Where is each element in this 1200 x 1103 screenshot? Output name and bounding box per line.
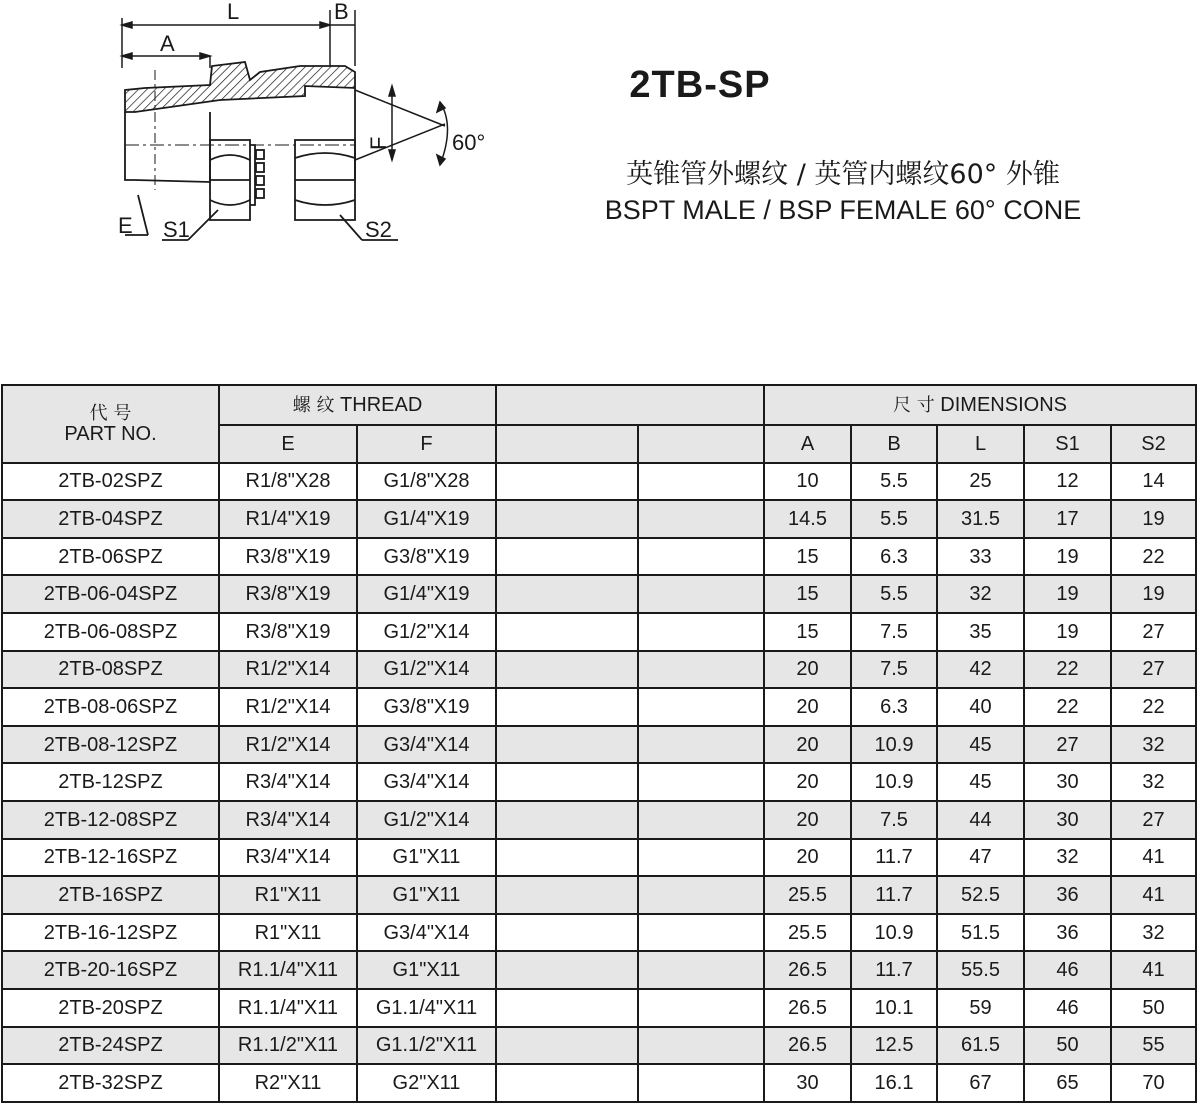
dim-l-cell: 55.5 [937, 951, 1024, 989]
thread-e-cell: R1.1/4"X11 [219, 951, 357, 989]
table-row [2, 463, 1196, 501]
thread-f-cell: G1/2"X14 [357, 801, 496, 839]
part-number-cell: 2TB-08-12SPZ [2, 726, 219, 764]
dim-label-s1: S1 [163, 217, 190, 242]
dimensions-header-en: DIMENSIONS [940, 393, 1067, 416]
blank-cell [496, 951, 638, 989]
thread-e-cell: R3/4"X14 [219, 801, 357, 839]
dim-label-a: A [160, 31, 175, 56]
dim-b-cell: 10.9 [851, 763, 937, 801]
thread-f-cell: G1"X11 [357, 839, 496, 877]
thread-f-cell: G1"X11 [357, 951, 496, 989]
thread-f-cell: G3/4"X14 [357, 914, 496, 952]
blank-cell [638, 914, 764, 952]
dim-s1-cell: 12 [1024, 463, 1111, 501]
thread-f-cell: G1.1/2"X11 [357, 1027, 496, 1065]
dim-a-cell: 20 [764, 726, 851, 764]
dim-s2-cell: 55 [1111, 1027, 1196, 1065]
dim-s1-cell: 19 [1024, 575, 1111, 613]
col-header-l: L [937, 425, 1024, 463]
dim-a-cell: 25.5 [764, 876, 851, 914]
blank-cell [496, 463, 638, 501]
dim-l-cell: 31.5 [937, 500, 1024, 538]
blank-cell [638, 839, 764, 877]
dim-s1-cell: 22 [1024, 688, 1111, 726]
table-row [2, 801, 1196, 839]
dim-l-cell: 45 [937, 763, 1024, 801]
dim-label-s2: S2 [365, 217, 392, 242]
col-header-s2: S2 [1111, 425, 1196, 463]
table-row [2, 1027, 1196, 1065]
part-number-header-en: PART NO. [64, 422, 157, 445]
dim-label-e: E [118, 213, 133, 238]
thread-e-cell: R1/8"X28 [219, 463, 357, 501]
thread-header-en: THREAD [340, 393, 423, 416]
dim-s2-cell: 50 [1111, 989, 1196, 1027]
dim-s2-cell: 32 [1111, 763, 1196, 801]
blank-header [496, 385, 764, 425]
part-number-cell: 2TB-12-16SPZ [2, 839, 219, 877]
table-row [2, 914, 1196, 952]
dim-l-cell: 67 [937, 1064, 1024, 1102]
dim-l-cell: 47 [937, 839, 1024, 877]
dim-l-cell: 61.5 [937, 1027, 1024, 1065]
dim-a-cell: 26.5 [764, 1027, 851, 1065]
thread-e-cell: R1/2"X14 [219, 726, 357, 764]
dim-s1-cell: 46 [1024, 951, 1111, 989]
part-number-cell: 2TB-12SPZ [2, 763, 219, 801]
col-header-s1: S1 [1024, 425, 1111, 463]
dim-b-cell: 11.7 [851, 951, 937, 989]
blank-cell [638, 651, 764, 689]
part-number-cell: 2TB-24SPZ [2, 1027, 219, 1065]
dim-a-cell: 10 [764, 463, 851, 501]
dim-l-cell: 45 [937, 726, 1024, 764]
table-row [2, 613, 1196, 651]
thread-e-cell: R1/2"X14 [219, 651, 357, 689]
dim-l-cell: 40 [937, 688, 1024, 726]
dim-b-cell: 7.5 [851, 801, 937, 839]
dim-a-cell: 14.5 [764, 500, 851, 538]
dim-s2-cell: 19 [1111, 500, 1196, 538]
dim-s2-cell: 22 [1111, 538, 1196, 576]
dim-s1-cell: 22 [1024, 651, 1111, 689]
blank-cell [496, 839, 638, 877]
thread-f-cell: G1/4"X19 [357, 500, 496, 538]
dim-l-cell: 52.5 [937, 876, 1024, 914]
blank-cell [496, 1027, 638, 1065]
blank-cell [638, 726, 764, 764]
dim-s2-cell: 32 [1111, 914, 1196, 952]
dim-b-cell: 16.1 [851, 1064, 937, 1102]
table-row [2, 763, 1196, 801]
dim-a-cell: 15 [764, 613, 851, 651]
dim-a-cell: 15 [764, 575, 851, 613]
blank-cell [496, 876, 638, 914]
thread-f-cell: G3/8"X19 [357, 688, 496, 726]
dim-s1-cell: 46 [1024, 989, 1111, 1027]
thread-f-cell: G3/4"X14 [357, 763, 496, 801]
thread-f-cell: G1/8"X28 [357, 463, 496, 501]
dim-b-cell: 10.9 [851, 914, 937, 952]
dim-l-cell: 51.5 [937, 914, 1024, 952]
dim-s1-cell: 17 [1024, 500, 1111, 538]
product-subtitle-english: BSPT MALE / BSP FEMALE 60° CONE [604, 195, 1082, 225]
dimensions-header-cn: 尺 寸 [893, 394, 935, 416]
blank-cell [496, 688, 638, 726]
blank-cell [496, 613, 638, 651]
part-number-cell: 2TB-06-08SPZ [2, 613, 219, 651]
blank-cell [496, 763, 638, 801]
col-header-blank-2 [638, 425, 764, 463]
dim-s1-cell: 36 [1024, 876, 1111, 914]
part-number-cell: 2TB-32SPZ [2, 1064, 219, 1102]
dim-l-cell: 44 [937, 801, 1024, 839]
dim-a-cell: 20 [764, 651, 851, 689]
dim-a-cell: 15 [764, 538, 851, 576]
dim-label-b: B [334, 0, 349, 24]
thread-f-cell: G1/2"X14 [357, 613, 496, 651]
blank-cell [638, 989, 764, 1027]
dim-s1-cell: 30 [1024, 801, 1111, 839]
dim-label-l: L [227, 0, 240, 24]
blank-cell [496, 989, 638, 1027]
dim-a-cell: 26.5 [764, 951, 851, 989]
table-row [2, 726, 1196, 764]
part-number-cell: 2TB-08-06SPZ [2, 688, 219, 726]
dim-s2-cell: 27 [1111, 801, 1196, 839]
blank-cell [496, 1064, 638, 1102]
thread-e-cell: R2"X11 [219, 1064, 357, 1102]
blank-cell [638, 1064, 764, 1102]
dim-s2-cell: 41 [1111, 951, 1196, 989]
blank-cell [638, 801, 764, 839]
dim-s1-cell: 32 [1024, 839, 1111, 877]
table-row [2, 651, 1196, 689]
dim-b-cell: 7.5 [851, 613, 937, 651]
dim-a-cell: 20 [764, 839, 851, 877]
dim-a-cell: 25.5 [764, 914, 851, 952]
part-number-cell: 2TB-08SPZ [2, 651, 219, 689]
specification-table [1, 384, 1197, 1103]
thread-e-cell: R3/8"X19 [219, 575, 357, 613]
part-number-cell: 2TB-12-08SPZ [2, 801, 219, 839]
table-row [2, 951, 1196, 989]
thread-e-cell: R3/4"X14 [219, 763, 357, 801]
col-header-e: E [219, 425, 357, 463]
dim-s2-cell: 41 [1111, 876, 1196, 914]
part-number-cell: 2TB-06-04SPZ [2, 575, 219, 613]
col-header-b: B [851, 425, 937, 463]
dim-b-cell: 10.1 [851, 989, 937, 1027]
blank-cell [496, 914, 638, 952]
thread-e-cell: R3/8"X19 [219, 613, 357, 651]
dim-b-cell: 7.5 [851, 651, 937, 689]
dim-b-cell: 5.5 [851, 575, 937, 613]
col-header-f: F [357, 425, 496, 463]
part-number-header [2, 385, 219, 463]
part-number-cell: 2TB-06SPZ [2, 538, 219, 576]
blank-cell [638, 763, 764, 801]
blank-cell [638, 1027, 764, 1065]
dim-b-cell: 10.9 [851, 726, 937, 764]
dim-b-cell: 11.7 [851, 839, 937, 877]
blank-cell [496, 651, 638, 689]
table-row [2, 500, 1196, 538]
dim-a-cell: 30 [764, 1064, 851, 1102]
dim-l-cell: 42 [937, 651, 1024, 689]
thread-f-cell: G2"X11 [357, 1064, 496, 1102]
thread-e-cell: R1"X11 [219, 876, 357, 914]
thread-e-cell: R1.1/4"X11 [219, 989, 357, 1027]
dim-b-cell: 6.3 [851, 688, 937, 726]
dim-l-cell: 35 [937, 613, 1024, 651]
part-number-cell: 2TB-04SPZ [2, 500, 219, 538]
dim-s1-cell: 19 [1024, 538, 1111, 576]
part-number-cell: 2TB-16-12SPZ [2, 914, 219, 952]
dim-a-cell: 20 [764, 688, 851, 726]
thread-f-cell: G1.1/4"X11 [357, 989, 496, 1027]
blank-cell [638, 538, 764, 576]
blank-cell [638, 575, 764, 613]
specification-table-body [2, 463, 1196, 1102]
dim-b-cell: 11.7 [851, 876, 937, 914]
thread-f-cell: G1/2"X14 [357, 651, 496, 689]
dim-s2-cell: 41 [1111, 839, 1196, 877]
dim-b-cell: 6.3 [851, 538, 937, 576]
blank-cell [496, 575, 638, 613]
dim-s2-cell: 27 [1111, 613, 1196, 651]
thread-e-cell: R3/4"X14 [219, 839, 357, 877]
table-row [2, 839, 1196, 877]
dim-a-cell: 20 [764, 801, 851, 839]
dim-s2-cell: 27 [1111, 651, 1196, 689]
dim-s1-cell: 30 [1024, 763, 1111, 801]
thread-e-cell: R1/2"X14 [219, 688, 357, 726]
dim-s1-cell: 65 [1024, 1064, 1111, 1102]
dim-l-cell: 59 [937, 989, 1024, 1027]
thread-e-cell: R3/8"X19 [219, 538, 357, 576]
blank-cell [638, 463, 764, 501]
table-row [2, 876, 1196, 914]
table-row [2, 989, 1196, 1027]
thread-f-cell: G3/8"X19 [357, 538, 496, 576]
dim-s2-cell: 19 [1111, 575, 1196, 613]
dim-s1-cell: 36 [1024, 914, 1111, 952]
part-number-cell: 2TB-20-16SPZ [2, 951, 219, 989]
dim-b-cell: 12.5 [851, 1027, 937, 1065]
thread-e-cell: R1"X11 [219, 914, 357, 952]
blank-cell [496, 500, 638, 538]
angle-label: 60° [452, 130, 486, 155]
thread-header-cn: 螺 纹 [292, 394, 335, 416]
part-number-cell: 2TB-02SPZ [2, 463, 219, 501]
blank-cell [638, 500, 764, 538]
dimensions-header [764, 385, 1196, 425]
thread-e-cell: R1.1/2"X11 [219, 1027, 357, 1065]
dim-a-cell: 26.5 [764, 989, 851, 1027]
blank-cell [496, 801, 638, 839]
product-subtitle-chinese: 英锥管外螺纹 / 英管内螺纹60° 外锥 [626, 159, 1060, 190]
col-header-a: A [764, 425, 851, 463]
thread-f-cell: G3/4"X14 [357, 726, 496, 764]
blank-cell [638, 688, 764, 726]
table-row [2, 575, 1196, 613]
dim-s2-cell: 70 [1111, 1064, 1196, 1102]
table-row [2, 538, 1196, 576]
blank-cell [496, 538, 638, 576]
col-header-blank-1 [496, 425, 638, 463]
thread-e-cell: R1/4"X19 [219, 500, 357, 538]
blank-cell [638, 613, 764, 651]
dim-b-cell: 5.5 [851, 463, 937, 501]
thread-header [219, 385, 496, 425]
part-number-cell: 2TB-20SPZ [2, 989, 219, 1027]
dim-s2-cell: 32 [1111, 726, 1196, 764]
dim-s2-cell: 14 [1111, 463, 1196, 501]
table-row [2, 1064, 1196, 1102]
dim-l-cell: 25 [937, 463, 1024, 501]
dim-s2-cell: 22 [1111, 688, 1196, 726]
dim-label-f: F [366, 136, 391, 150]
dim-l-cell: 33 [937, 538, 1024, 576]
fitting-drawing [100, 0, 520, 250]
blank-cell [496, 726, 638, 764]
dim-s1-cell: 19 [1024, 613, 1111, 651]
blank-cell [638, 951, 764, 989]
dim-s1-cell: 27 [1024, 726, 1111, 764]
table-row [2, 688, 1196, 726]
part-number-cell: 2TB-16SPZ [2, 876, 219, 914]
dim-a-cell: 20 [764, 763, 851, 801]
part-number-header-cn: 代 号 [89, 402, 132, 424]
product-title: 2TB-SP [629, 64, 771, 106]
dim-s1-cell: 50 [1024, 1027, 1111, 1065]
dim-l-cell: 32 [937, 575, 1024, 613]
dim-b-cell: 5.5 [851, 500, 937, 538]
thread-f-cell: G1/4"X19 [357, 575, 496, 613]
blank-cell [638, 876, 764, 914]
thread-f-cell: G1"X11 [357, 876, 496, 914]
